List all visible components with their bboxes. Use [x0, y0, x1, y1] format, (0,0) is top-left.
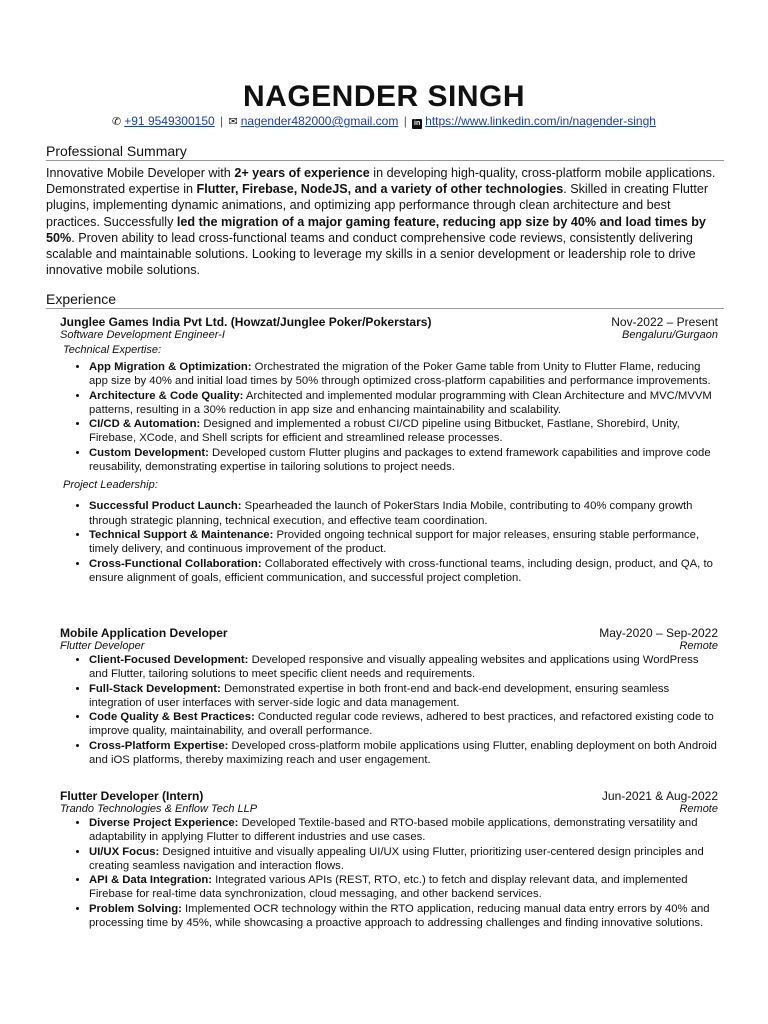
bullet-item	[89, 557, 718, 586]
bullet-item	[89, 446, 718, 475]
bullet-label: Cross-Functional Collaboration:	[89, 557, 262, 570]
bullet-item	[89, 499, 718, 528]
job-role: Software Development Engineer-I	[60, 329, 225, 341]
separator: |	[403, 114, 407, 128]
job-role: Trando Technologies & Enflow Tech LLP	[60, 803, 258, 815]
bullet-item	[89, 873, 718, 902]
job-header	[60, 315, 718, 329]
bullet-text: Developed cross-platform mobile applications using Flutter, enabling deployment on both Android and iOS platforms, thereby maximizing reach and user engagement.	[89, 739, 717, 767]
job-location: Bengaluru/Gurgaon	[621, 329, 718, 341]
bullet-text: Orchestrated the migration of the Poker Game table from Unity to Flutter Flame, reducing app size by 40% and initial load times by 50% through optimized cross-platform capabilities and performance improvements.	[89, 361, 711, 388]
bullet-text: Demonstrated expertise in both front-end and back-end development, ensuring seamless integration of user interfaces with server-side logic and data management.	[89, 682, 670, 709]
bullet-item	[89, 845, 718, 874]
bullet-text: Integrated various APIs (REST, RTO, etc.) to fetch and display relevant data, and implemented Firebase for real-time data synchronization, cloud messaging, and other backend services.	[89, 874, 688, 901]
summary-part: . Skilled in creating Flutter plugins, implementing dynamic animations, and optimizing app performance through clean architecture and best practices. Successfully	[46, 182, 709, 229]
bullet-item	[89, 417, 718, 446]
bullet-text: Developed responsive and visually appealing websites and applications using WordPress and Flutter, tailoring solutions to meet specific client needs and requirements.	[89, 654, 699, 681]
bullet-item	[89, 710, 718, 739]
job-location: Remote	[679, 640, 718, 652]
group-title: Technical Expertise:	[63, 344, 162, 356]
bullet-label: Code Quality & Best Practices:	[89, 711, 255, 724]
summary-part: . Proven ability to lead cross-functional teams and conduct comprehensive code reviews, consistently delivering scalable and maintainable solutions. Looking to leverage my skills in a senior development or leadership role to drive innovative mobile solutions.	[46, 230, 696, 278]
bullet-label: Custom Development:	[89, 446, 209, 459]
bullet-item	[89, 653, 718, 682]
bullet-label: Diverse Project Experience:	[89, 817, 239, 829]
bullet-item	[89, 816, 718, 845]
summary-highlight: 2+ years of experience	[234, 166, 370, 180]
job-role: Flutter Developer	[60, 640, 145, 652]
bullet-label: Technical Support & Maintenance:	[89, 528, 274, 541]
separator: |	[220, 114, 224, 128]
bullet-text: Spearheaded the launch of PokerStars India Mobile, contributing to 40% company growth through strategic planning, technical execution, and effective team coordination.	[89, 500, 693, 527]
bullet-item	[89, 389, 718, 418]
experience-heading: Experience	[46, 291, 724, 309]
bullet-item	[89, 739, 718, 768]
bullet-item	[89, 360, 718, 389]
job-header	[60, 789, 718, 803]
linkedin-icon: in	[414, 120, 421, 127]
bullet-label: Architecture & Code Quality:	[89, 389, 244, 402]
bullet-label: Problem Solving:	[89, 902, 182, 915]
bullet-item	[89, 902, 718, 931]
job-header	[60, 626, 718, 640]
bullet-item	[89, 528, 718, 557]
email-link[interactable]: nagender482000@gmail.com	[240, 114, 399, 128]
company-name: Mobile Application Developer	[60, 626, 228, 640]
job-location: Remote	[679, 803, 718, 815]
bullet-text: Architected and implemented modular programming with Clean Architecture and MVC/MVVM patterns, resulting in a 30% reduction in app size and enhancing maintainability and scalability.	[89, 389, 712, 416]
bullet-list	[60, 816, 718, 930]
job-subheader	[60, 640, 718, 653]
summary-highlight: led the migration of a major gaming feature, reducing app size by 40% and load times by 50%	[46, 214, 706, 245]
job-entry	[60, 315, 718, 585]
candidate-name: NAGENDER SINGH	[242, 80, 526, 113]
bullet-text: Developed custom Flutter plugins and packages to extend framework capabilities and improve code reusability, demonstrating expertise in tailoring solutions to project needs.	[89, 446, 711, 474]
linkedin-link[interactable]: https://www.linkedin.com/in/nagender-singh	[425, 114, 656, 128]
bullet-text: Conducted regular code reviews, adhered to best practices, and refactored existing code to improve quality, maintainability, and overall performance.	[89, 711, 714, 738]
envelope-icon: ✉	[228, 116, 238, 128]
company-name: Junglee Games India Pvt Ltd. (Howzat/Junglee Poker/Pokerstars)	[60, 315, 432, 329]
job-subheader	[60, 803, 718, 816]
bullet-text: Designed and implemented a robust CI/CD pipeline using Bitbucket, Fastlane, Shorebird, Unity, Firebase, XCode, and Shell scripts for efficient and streamlined release processes.	[89, 418, 680, 445]
contact-line	[0, 114, 768, 129]
job-entry	[60, 626, 718, 767]
job-dates: May-2020 – Sep-2022	[599, 626, 718, 640]
company-name: Flutter Developer (Intern)	[60, 789, 204, 803]
job-subheader	[60, 329, 718, 342]
job-entry	[60, 789, 718, 930]
phone-icon: ✆	[112, 116, 122, 128]
bullet-text: Designed intuitive and visually appealing UI/UX using Flutter, prioritizing user-centered design principles and creating seamless navigation and interaction flows.	[89, 845, 704, 872]
bullet-list	[60, 653, 718, 767]
bullet-list	[60, 499, 718, 585]
bullet-text: Provided ongoing technical support for major releases, ensuring stable performance, timely delivery, and continuous improvement of the product.	[89, 528, 700, 556]
job-dates: Nov-2022 – Present	[611, 315, 718, 329]
bullet-label: Cross-Platform Expertise:	[89, 739, 229, 752]
bullet-label: API & Data Integration:	[89, 874, 213, 887]
bullet-label: Client-Focused Development:	[89, 654, 249, 666]
summary-part: Innovative Mobile Developer with	[46, 166, 235, 180]
bullet-label: App Migration & Optimization:	[89, 361, 252, 373]
bullet-text: Implemented OCR technology within the RTO application, reducing manual data entry errors by 40% and processing time by 45%, while showcasing a proactive approach to addressing challenges and finding innovative solutions.	[89, 902, 710, 930]
bullet-label: Full-Stack Development:	[89, 682, 221, 695]
job-dates: Jun-2021 & Aug-2022	[601, 789, 718, 803]
bullet-text: Developed Textile-based and RTO-based mobile applications, demonstrating versatility and adaptability in applying Flutter to different industries and use cases.	[89, 817, 698, 844]
bullet-text: Collaborated effectively with cross-functional teams, including design, product, and QA, to ensure alignment of goals, efficient communication, and successful project completion.	[89, 557, 713, 584]
bullet-item	[89, 682, 718, 711]
summary-heading: Professional Summary	[46, 143, 724, 161]
bullet-list	[60, 360, 718, 474]
group-title: Project Leadership:	[63, 479, 158, 492]
phone-link[interactable]: +91 9549300150	[124, 114, 215, 128]
summary-text	[46, 165, 724, 278]
bullet-label: Successful Product Launch:	[89, 500, 242, 513]
summary-part: in developing high-quality, cross-platform mobile applications. Demonstrated expertise in	[46, 166, 716, 197]
summary-highlight: Flutter, Firebase, NodeJS, and a variety of other technologies	[196, 182, 564, 197]
bullet-label: CI/CD & Automation:	[89, 418, 201, 431]
bullet-label: UI/UX Focus:	[89, 845, 160, 858]
